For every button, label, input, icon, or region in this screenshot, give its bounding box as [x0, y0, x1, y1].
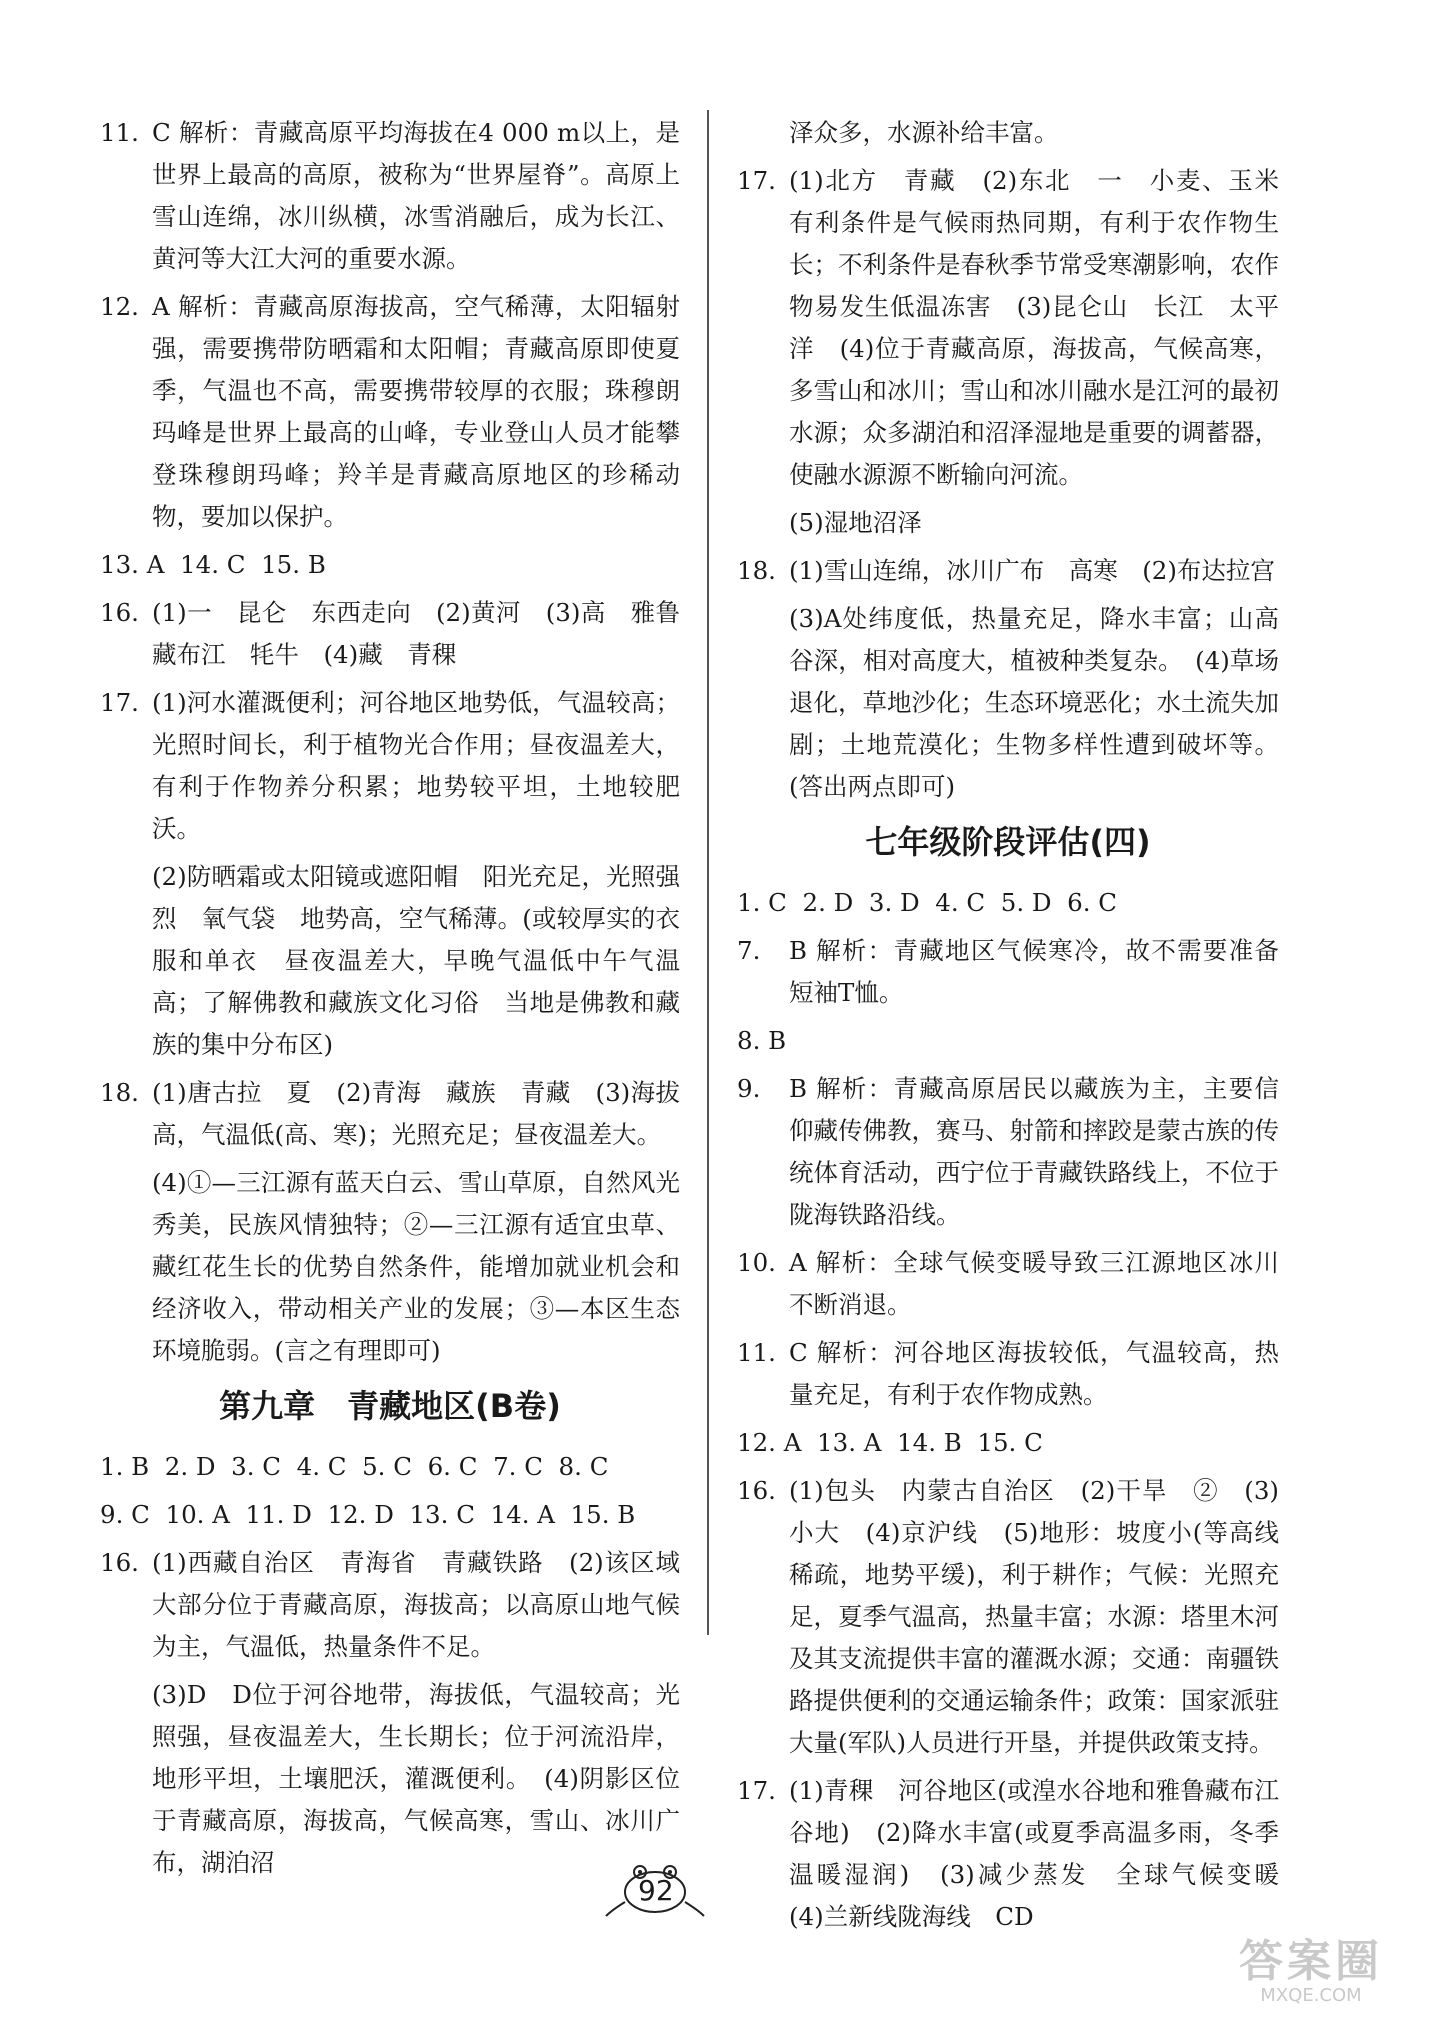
answer-line: 13. A 14. C 15. B — [100, 550, 326, 579]
item-number: 10. — [737, 1248, 776, 1277]
answer-item — [100, 1542, 680, 1668]
item-body: B 解析：青藏地区气候寒冷，故不需要准备短袖T恤。 — [789, 936, 1279, 1007]
item-number: 12. — [100, 292, 139, 321]
item-number: 18. — [737, 556, 776, 585]
answer-item — [737, 930, 1279, 1014]
answer-item — [100, 112, 680, 280]
item-number: 16. — [100, 1548, 139, 1577]
item-number: 18. — [100, 1078, 139, 1107]
item-continuation: (3)D D位于河谷地带，海拔低，气温较高；光照强，昼夜温差大，生长期长；位于河流沿岸，地形平坦，土壤肥沃，灌溉便利。 (4)阴影区位于青藏高原，海拔高，气候高寒，雪山、冰川广布，湖泊沼 — [152, 1680, 680, 1877]
item-continuation: (3)A处纬度低，热量充足，降水丰富；山高谷深，相对高度大，植被种类复杂。 (4)草场退化，草地沙化；生态环境恶化；水土流失加剧；土地荒漠化；生物多样性遭到破坏等。(答出两点即可) — [789, 604, 1279, 801]
answer-item — [737, 160, 1304, 496]
item-body: (1)河水灌溉便利；河谷地区地势低，气温较高；光照时间长，利于植物光合作用；昼夜温差大，有利于作物养分积累；地势较平坦，土地较肥沃。 — [152, 688, 680, 843]
item-body: (1)雪山连绵，冰川广布 高寒 (2)布达拉宫 — [789, 556, 1275, 585]
answer-item — [737, 1770, 1304, 1938]
item-continuation: 泽众多，水源补给丰富。 — [789, 118, 1059, 147]
item-continuation: (5)湿地沼泽 — [789, 508, 922, 537]
answer-item — [737, 1470, 1279, 1764]
column-divider — [707, 110, 709, 1635]
answer-item — [737, 1068, 1279, 1236]
item-number: 11. — [737, 1338, 776, 1367]
item-body: C 解析：青藏高原平均海拔在4 000 m以上，是世界上最高的高原，被称为“世界屋脊”。高原上雪山连绵，冰川纵横，冰雪消融后，成为长江、黄河等大江大河的重要水源。 — [152, 118, 680, 273]
watermark — [1196, 1938, 1426, 2008]
section-heading: 七年级阶段评估(四) — [865, 823, 1151, 861]
item-body: B 解析：青藏高原居民以藏族为主，主要信仰藏传佛教，赛马、射箭和摔跤是蒙古族的传统体育活动，西宁位于青藏铁路线上，不位于陇海铁路沿线。 — [789, 1074, 1279, 1229]
answer-line: 8. B — [737, 1026, 787, 1055]
answer-item — [100, 592, 680, 676]
item-continuation: (2)防晒霜或太阳镜或遮阳帽 阳光充足，光照强烈 氧气袋 地势高，空气稀薄。(或较厚实的衣服和单衣 昼夜温差大，早晚气温低中午气温高；了解佛教和藏族文化习俗 当地是佛教和藏族的集中分布区) — [152, 862, 680, 1059]
item-body: (1)青稞 河谷地区(或湟水谷地和雅鲁藏布江谷地) (2)降水丰富(或夏季高温多雨，冬季温暖湿润) (3)减少蒸发 全球气候变暖 (4)兰新线陇海线 CD — [789, 1776, 1304, 1931]
item-body: (1)西藏自治区 青海省 青藏铁路 (2)该区域大部分位于青藏高原，海拔高；以高原山地气候为主，气温低，热量条件不足。 — [152, 1548, 680, 1661]
item-body: (1)包头 内蒙古自治区 (2)干旱 ② (3)小大 (4)京沪线 (5)地形：坡度小(等高线稀疏，地势平缓)，利于耕作；气候：光照充足，夏季气温高，热量丰富；水源：塔里木河及其支流提供丰富的灌溉水源；交通：南疆铁路提供便利的交通运输条件；政策：国家派驻大量(军队)人员进行开垦，并提供政策支持。 — [789, 1476, 1279, 1757]
answer-line: 12. A 13. A 14. B 15. C — [737, 1428, 1043, 1457]
item-number: 11. — [100, 118, 139, 147]
answer-line: 1. B 2. D 3. C 4. C 5. C 6. C 7. C 8. C — [100, 1452, 609, 1481]
answer-item — [737, 1332, 1279, 1416]
item-number: 17. — [737, 1776, 776, 1805]
watermark-title: 答案圈 — [1239, 1936, 1383, 1987]
item-body: A 解析：青藏高原海拔高，空气稀薄，太阳辐射强，需要携带防晒霜和太阳帽；青藏高原即使夏季，气温也不高，需要携带较厚的衣服；珠穆朗玛峰是世界上最高的山峰，专业登山人员才能攀登珠穆朗玛峰；羚羊是青藏高原地区的珍稀动物，要加以保护。 — [152, 292, 680, 531]
item-number: 16. — [737, 1476, 776, 1505]
answer-item — [737, 1242, 1279, 1326]
page-number-badge — [600, 1860, 710, 1920]
answer-line: 9. C 10. A 11. D 12. D 13. C 14. A 15. B — [100, 1500, 636, 1529]
item-body: (1)北方 青藏 (2)东北 一 小麦、玉米 有利条件是气候雨热同期，有利于农作物生长；不利条件是春秋季节常受寒潮影响，农作物易发生低温冻害 (3)昆仑山 长江 太平洋 (4)位于青藏高原，海拔高，气候高寒，多雪山和冰川；雪山和冰川融水是江河的最初水源；众多湖泊和沼泽湿地是重要的调蓄器，使融水源源不断输向河流。 — [789, 166, 1304, 489]
item-body: (1)一 昆仑 东西走向 (2)黄河 (3)高 雅鲁藏布江 牦牛 (4)藏 青稞 — [152, 598, 680, 669]
item-body: A 解析：全球气候变暖导致三江源地区冰川不断消退。 — [789, 1248, 1279, 1319]
item-number: 9. — [737, 1074, 761, 1103]
left-column — [100, 112, 680, 1890]
answer-item — [100, 682, 680, 850]
answer-line: 1. C 2. D 3. D 4. C 5. D 6. C — [737, 888, 1118, 917]
item-number: 17. — [100, 688, 139, 717]
page-number: 92 — [638, 1874, 674, 1907]
item-body: C 解析：河谷地区海拔较低，气温较高，热量充足，有利于农作物成熟。 — [789, 1338, 1279, 1409]
item-number: 16. — [100, 598, 139, 627]
answer-item — [100, 286, 680, 538]
item-body: (1)唐古拉 夏 (2)青海 藏族 青藏 (3)海拔高，气温低(高、寒)；光照充足；昼夜温差大。 — [152, 1078, 680, 1149]
answer-item — [100, 1072, 680, 1156]
item-number: 17. — [737, 166, 776, 195]
watermark-url: MXQE.COM — [1260, 1985, 1362, 2006]
right-column — [737, 112, 1304, 1944]
section-heading: 第九章 青藏地区(B卷) — [219, 1387, 561, 1425]
answer-item — [737, 550, 1279, 592]
item-continuation: (4)①—三江源有蓝天白云、雪山草原，自然风光秀美，民族风情独特；②—三江源有适宜虫草、藏红花生长的优势自然条件，能增加就业机会和经济收入，带动相关产业的发展；③—本区生态环境脆弱。(言之有理即可) — [152, 1168, 680, 1365]
item-number: 7. — [737, 936, 761, 965]
